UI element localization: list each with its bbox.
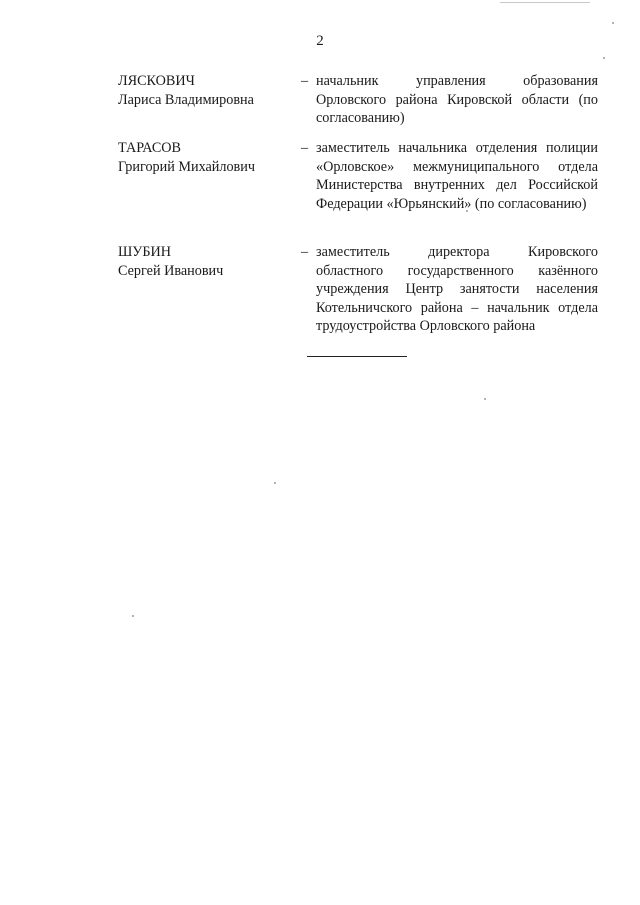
entry-dash: – [301,140,309,156]
member-given-names: Григорий Михайлович [118,158,255,175]
scan-speck [274,482,276,484]
member-position: заместитель начальника отделения полиции «Орловское» межмуниципального отдела Министерства внутренних дел Российской Федерации «Юрьянский» (по согласованию) [316,140,598,212]
member-position: заместитель директора Кировского областного государственного казённого учреждения Центр занятости населения Котельничского района – начальник отдела трудоустройства Орловского района [316,244,598,334]
member-name [118,243,288,280]
member-name [118,72,288,109]
member-surname: ШУБИН [118,244,171,260]
entry-dash: – [301,73,309,89]
scan-artifact-line [500,2,590,3]
member-surname: ЛЯСКОВИЧ [118,73,195,89]
scan-speck [612,22,614,24]
closing-rule [307,356,407,357]
member-given-names: Лариса Владимировна [118,91,254,108]
member-given-names: Сергей Иванович [118,262,224,279]
member-surname: ТАРАСОВ [118,140,181,156]
scan-speck [132,615,134,617]
member-entry [118,139,598,229]
scan-speck [603,57,605,59]
entry-dash: – [301,244,309,260]
member-name [118,139,288,176]
member-position: начальник управления образования Орловского района Кировской области (по согласованию) [316,73,598,126]
member-entry [118,72,598,124]
scan-speck [484,398,486,400]
member-entry [118,243,598,333]
page-number: 2 [316,33,324,49]
